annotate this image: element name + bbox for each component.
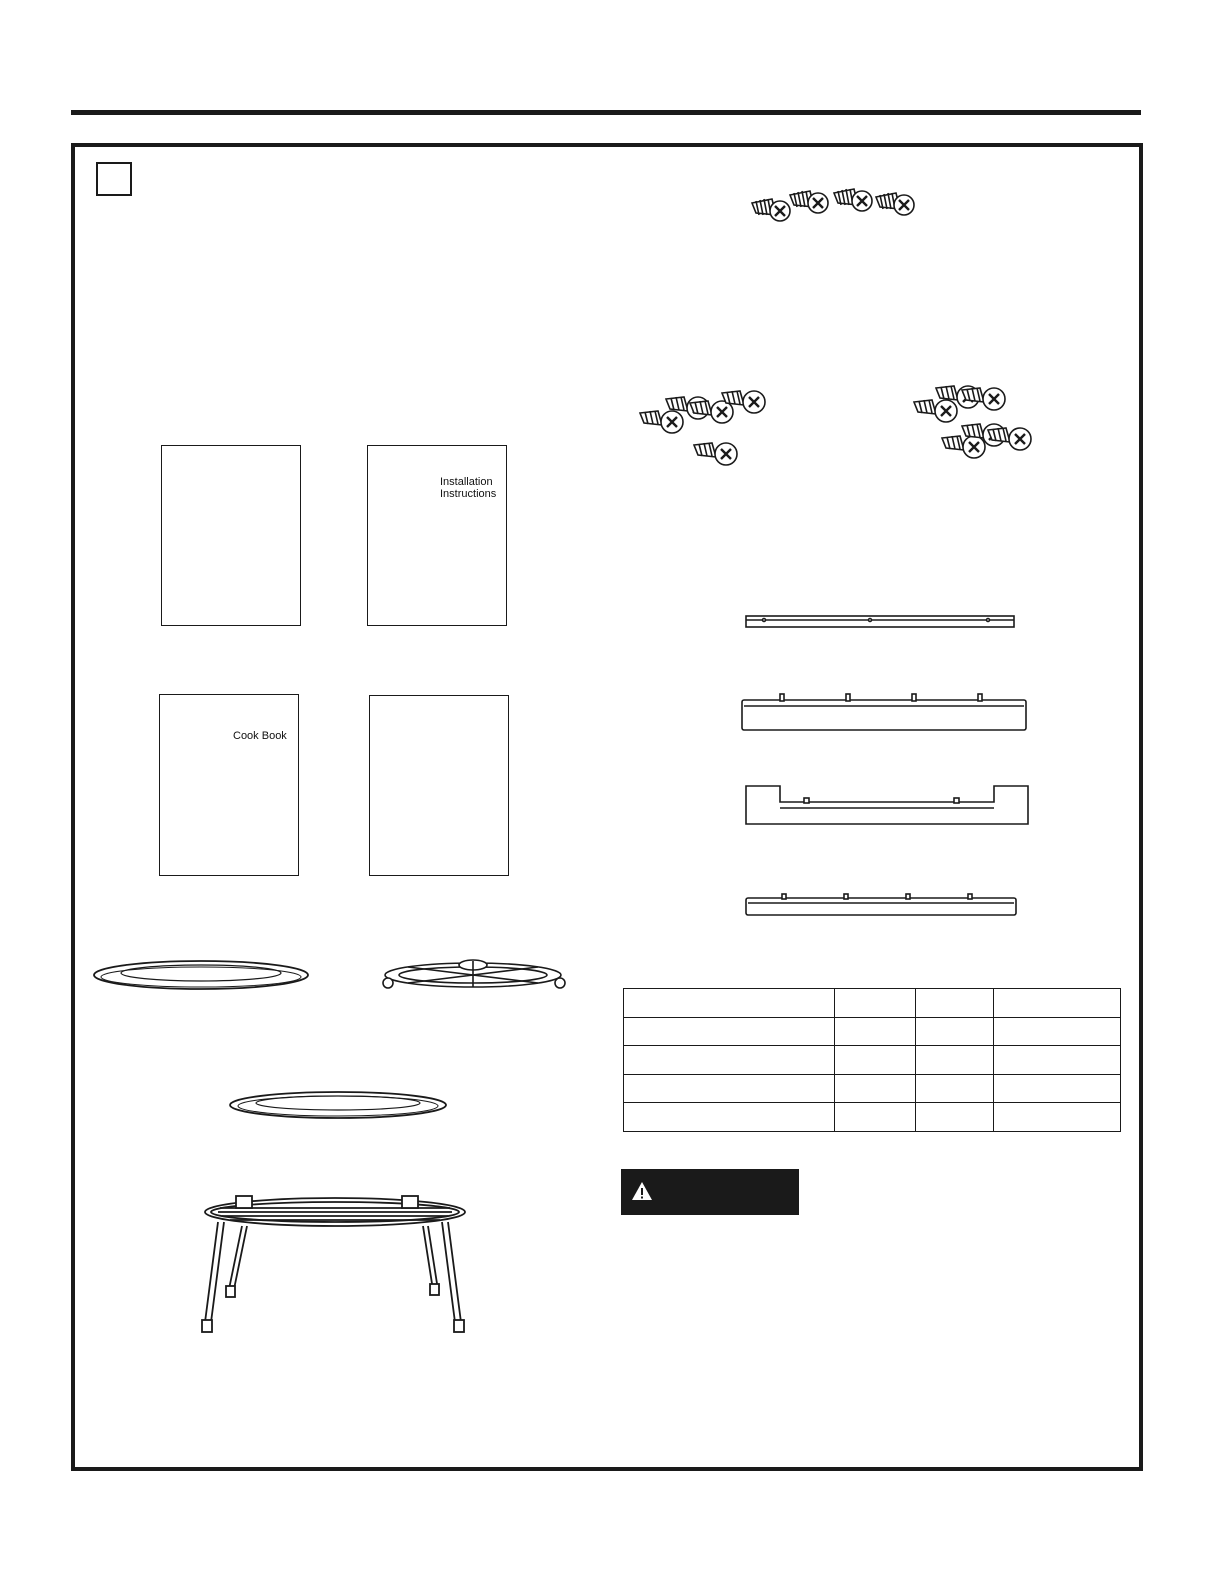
table-cell: [916, 989, 994, 1018]
table-cell: [834, 1103, 916, 1132]
table-row: [624, 989, 1121, 1018]
table-cell: [834, 1017, 916, 1046]
table-cell: [624, 1103, 835, 1132]
table-cell: [834, 1074, 916, 1103]
turntable-ring-icon: [378, 955, 568, 995]
owners-manual-booklet: [161, 445, 301, 626]
table-cell: [916, 1103, 994, 1132]
table-cell: [916, 1046, 994, 1075]
step-marker-box: [96, 162, 132, 196]
screw-cluster-left-icon: [638, 383, 768, 473]
doc-title: Cook Book: [233, 730, 287, 742]
parts-table: [623, 988, 1121, 1132]
table-cell: [994, 1017, 1121, 1046]
table-cell: [916, 1074, 994, 1103]
warning-badge: [621, 1169, 799, 1215]
table-row: [624, 1103, 1121, 1132]
table-cell: [624, 1046, 835, 1075]
small-tray-icon: [228, 1090, 448, 1120]
cook-book-booklet: [159, 694, 299, 876]
table-cell: [994, 1103, 1121, 1132]
table-cell: [624, 1074, 835, 1103]
installation-instructions-booklet: [367, 445, 507, 626]
table-cell: [624, 989, 835, 1018]
turntable-tray-icon: [92, 957, 310, 993]
header-rule: [71, 110, 1141, 115]
table-cell: [994, 1046, 1121, 1075]
table-row: [624, 1074, 1121, 1103]
blank-booklet: [369, 695, 509, 876]
warning-triangle-icon: [631, 1181, 653, 1201]
top-trim-icon: [744, 892, 1020, 918]
table-row: [624, 1017, 1121, 1046]
screw-cluster-right-icon: [912, 380, 1042, 470]
table-cell: [834, 1046, 916, 1075]
oven-rack-icon: [190, 1190, 480, 1345]
table-row: [624, 1046, 1121, 1075]
table-cell: [994, 989, 1121, 1018]
table-cell: [624, 1017, 835, 1046]
table-cell: [994, 1074, 1121, 1103]
table-cell: [916, 1017, 994, 1046]
doc-title: Installation Instructions: [440, 476, 497, 500]
trim-channel-icon: [744, 784, 1030, 828]
filter-bracket-icon: [740, 690, 1028, 734]
table-cell: [834, 989, 916, 1018]
mounting-rail-icon: [744, 612, 1016, 630]
screw-row-icon: [750, 185, 925, 230]
